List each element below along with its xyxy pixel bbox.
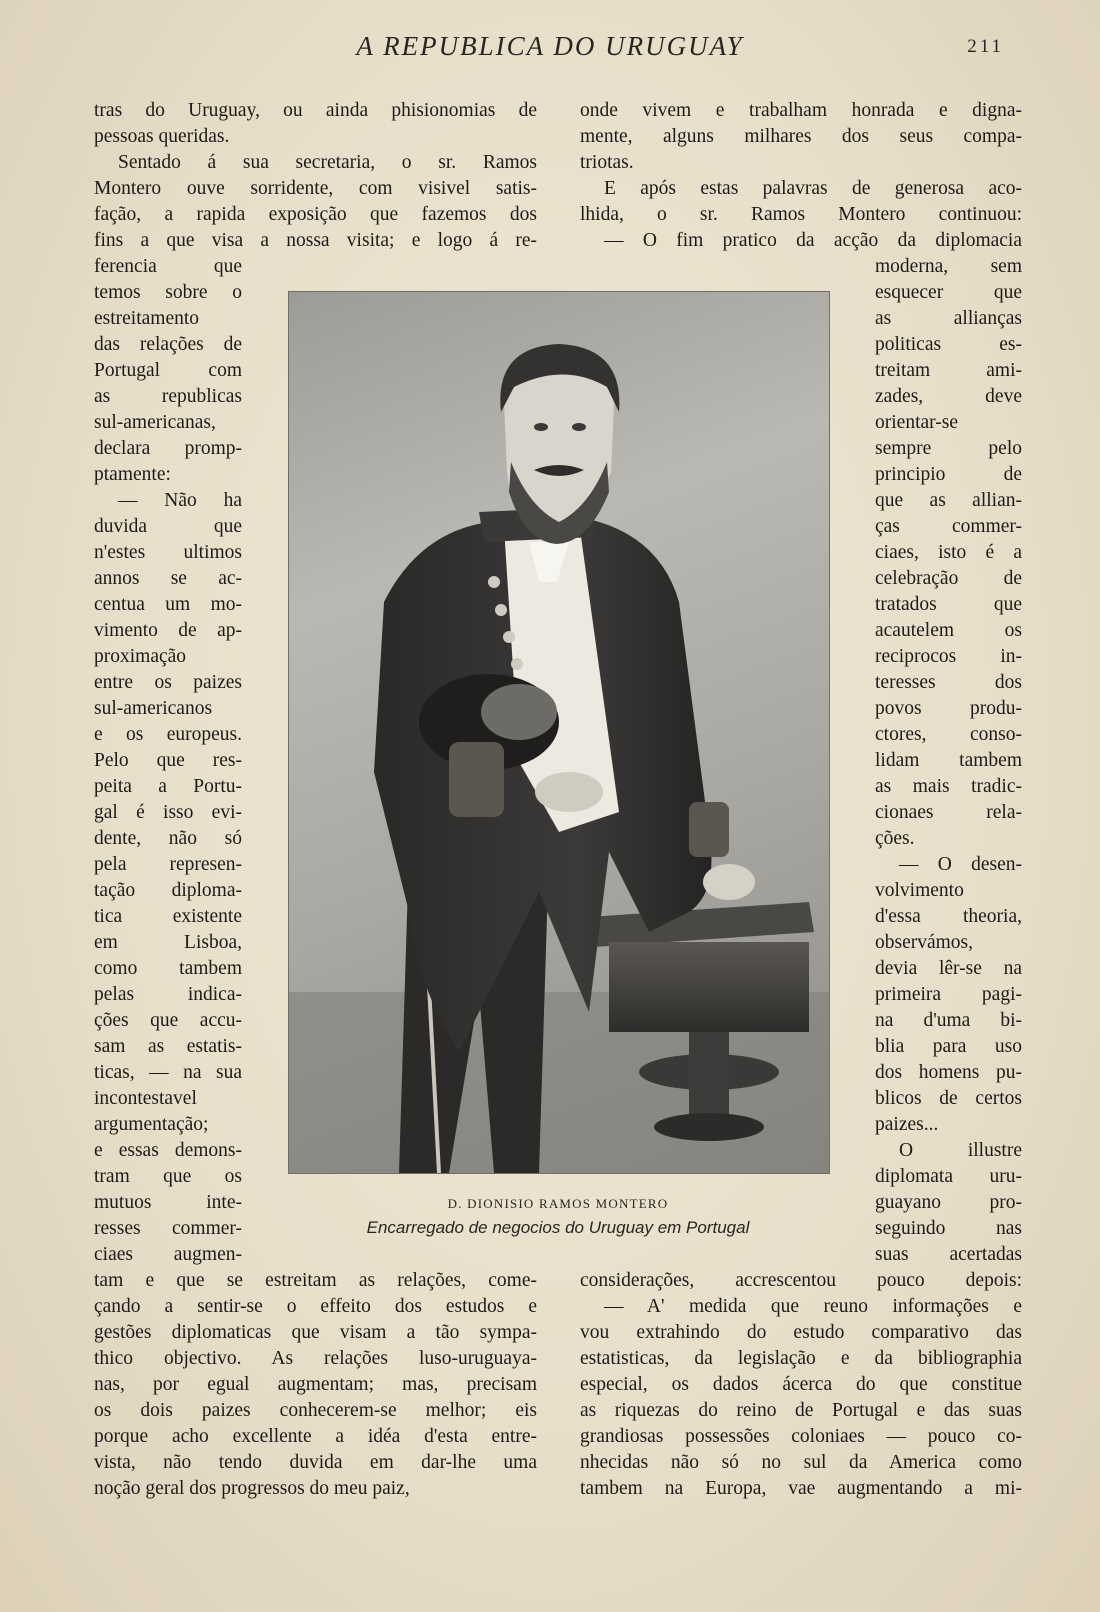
text-line: tam e que se estreitam as relações, come-	[94, 1270, 537, 1291]
text-line: gal é isso evi-	[94, 802, 242, 823]
text-line: orientar-se	[875, 412, 958, 433]
text-line: lhida, o sr. Ramos Montero continuou:	[580, 204, 1022, 225]
text-line: sul-americanas,	[94, 412, 216, 433]
text-line: as allianças	[875, 308, 1022, 329]
text-line: entre os paizes	[94, 672, 242, 693]
text-line: suas acertadas	[875, 1244, 1022, 1265]
text-line: vimento de ap-	[94, 620, 242, 641]
text-line: volvimento	[875, 880, 964, 901]
text-line: ticas, — na sua	[94, 1062, 242, 1083]
text-line: peita a Portu-	[94, 776, 242, 797]
text-line: que as allian-	[875, 490, 1022, 511]
text-line: dente, não só	[94, 828, 242, 849]
text-line: pessoas queridas.	[94, 126, 230, 147]
text-line: tação diploma-	[94, 880, 242, 901]
text-line: tica existente	[94, 906, 242, 927]
text-line: — O desen-	[899, 854, 1022, 875]
text-line: tram que os	[94, 1166, 242, 1187]
text-line: — O fim pratico da acção da diplomacia	[604, 230, 1022, 251]
text-line: nas, por egual augmentam; mas, precisam	[94, 1374, 537, 1395]
text-line: diplomata uru-	[875, 1166, 1022, 1187]
text-line: principio de	[875, 464, 1022, 485]
text-line: grandiosas possessões coloniaes — pouco co-	[580, 1426, 1022, 1447]
text-line: as mais tradic-	[875, 776, 1022, 797]
text-line: politicas es-	[875, 334, 1022, 355]
text-line: sam as estatis-	[94, 1036, 242, 1057]
text-line: ças commer-	[875, 516, 1022, 537]
running-title: A REPUBLICA DO URUGUAY	[356, 31, 744, 61]
text-line: sul-americanos	[94, 698, 213, 719]
text-line: treitam ami-	[875, 360, 1022, 381]
text-line: O illustre	[899, 1140, 1022, 1161]
text-line: mente, alguns milhares dos seus compa-	[580, 126, 1022, 147]
text-line: centua um mo-	[94, 594, 242, 615]
text-line: esquecer que	[875, 282, 1022, 303]
text-line: vou extrahindo do estudo comparativo das	[580, 1322, 1022, 1343]
text-line: moderna, sem	[875, 256, 1022, 277]
text-line: Portugal com	[94, 360, 242, 381]
text-line: em Lisboa,	[94, 932, 242, 953]
text-line: incontestavel	[94, 1088, 197, 1109]
text-line: celebração de	[875, 568, 1022, 589]
page-number: 211	[967, 36, 1004, 57]
photo-caption-role: Encarregado de negocios do Uruguay em Portugal	[366, 1218, 750, 1237]
text-line: ções que accu-	[94, 1010, 242, 1031]
photo-caption-name: D. DIONISIO RAMOS MONTERO	[447, 1196, 669, 1211]
text-line: mutuos inte-	[94, 1192, 242, 1213]
text-line: porque acho excellente a idéa d'esta entre-	[94, 1426, 537, 1447]
text-line: teresses dos	[875, 672, 1022, 693]
text-line: e os europeus.	[94, 724, 242, 745]
text-line: annos se ac-	[94, 568, 242, 589]
text-line: E após estas palavras de generosa aco-	[604, 178, 1022, 199]
text-line: triotas.	[580, 152, 634, 173]
text-line: — A' medida que reuno informações e	[604, 1296, 1022, 1317]
text-line: blia para uso	[875, 1036, 1022, 1057]
text-line: onde vivem e trabalham honrada e digna-	[580, 100, 1022, 121]
text-line: especial, os dados ácerca do que constitue	[580, 1374, 1022, 1395]
text-line: nhecidas não só no sul da America como	[580, 1452, 1022, 1473]
text-line: ções.	[875, 828, 915, 849]
text-line: seguindo nas	[875, 1218, 1022, 1239]
text-line: declara promp-	[94, 438, 242, 459]
text-line: estatisticas, da legislação e da bibliographia	[580, 1348, 1022, 1369]
text-line: os dois paizes conhecerem-se melhor; eis	[94, 1400, 537, 1421]
text-line: Montero ouve sorridente, com visivel satis-	[94, 178, 537, 199]
text-line: ciaes augmen-	[94, 1244, 242, 1265]
portrait-photo	[288, 291, 830, 1174]
text-line: ferencia que	[94, 256, 242, 277]
text-line: gestões diplomaticas que visam a tão sympa-	[94, 1322, 537, 1343]
text-line: como tambem	[94, 958, 242, 979]
text-line: ctores, conso-	[875, 724, 1022, 745]
text-line: lidam tambem	[875, 750, 1022, 771]
text-line: guayano pro-	[875, 1192, 1022, 1213]
text-line: zades, deve	[875, 386, 1022, 407]
text-line: observámos,	[875, 932, 974, 953]
text-line: Sentado á sua secretaria, o sr. Ramos	[118, 152, 537, 173]
text-line: fins a que visa a nossa visita; e logo á re-	[94, 230, 537, 251]
text-line: d'essa theoria,	[875, 906, 1022, 927]
text-line: çando a sentir-se o effeito dos estudos e	[94, 1296, 537, 1317]
text-line: noção geral dos progressos do meu paiz,	[94, 1478, 410, 1499]
text-line: ciaes, isto é a	[875, 542, 1022, 563]
text-line: dos homens pu-	[875, 1062, 1022, 1083]
text-line: as republicas	[94, 386, 242, 407]
text-line: blicos de certos	[875, 1088, 1022, 1109]
text-line: — Não ha	[118, 490, 242, 511]
text-line: acautelem os	[875, 620, 1022, 641]
text-line: na d'uma bi-	[875, 1010, 1022, 1031]
text-line: povos produ-	[875, 698, 1022, 719]
text-line: Pelo que res-	[94, 750, 242, 771]
text-line: proximação	[94, 646, 187, 667]
text-line: devia lêr-se na	[875, 958, 1022, 979]
text-line: das relações de	[94, 334, 242, 355]
text-line: ptamente:	[94, 464, 171, 485]
text-line: paizes...	[875, 1114, 939, 1135]
text-line: thico objectivo. As relações luso-uruguaya-	[94, 1348, 537, 1369]
text-line: duvida que	[94, 516, 242, 537]
text-line: fação, a rapida exposição que fazemos dos	[94, 204, 537, 225]
text-line: temos sobre o	[94, 282, 242, 303]
text-line: tambem na Europa, vae augmentando a mi-	[580, 1478, 1022, 1499]
text-line: argumentação;	[94, 1114, 209, 1135]
text-line: estreitamento	[94, 308, 200, 329]
text-line: resses commer-	[94, 1218, 242, 1239]
text-line: reciprocos in-	[875, 646, 1022, 667]
text-line: pelas indica-	[94, 984, 242, 1005]
text-line: vista, não tendo duvida em dar-lhe uma	[94, 1452, 537, 1473]
text-line: pela represen-	[94, 854, 242, 875]
text-line: as riquezas do reino de Portugal e das suas	[580, 1400, 1022, 1421]
text-line: considerações, accrescentou pouco depois:	[580, 1270, 1022, 1291]
text-line: e essas demons-	[94, 1140, 242, 1161]
text-line: sempre pelo	[875, 438, 1022, 459]
text-line: tratados que	[875, 594, 1022, 615]
text-line: tras do Uruguay, ou ainda phisionomias de	[94, 100, 537, 121]
text-line: cionaes rela-	[875, 802, 1022, 823]
text-line: n'estes ultimos	[94, 542, 242, 563]
text-line: primeira pagi-	[875, 984, 1022, 1005]
